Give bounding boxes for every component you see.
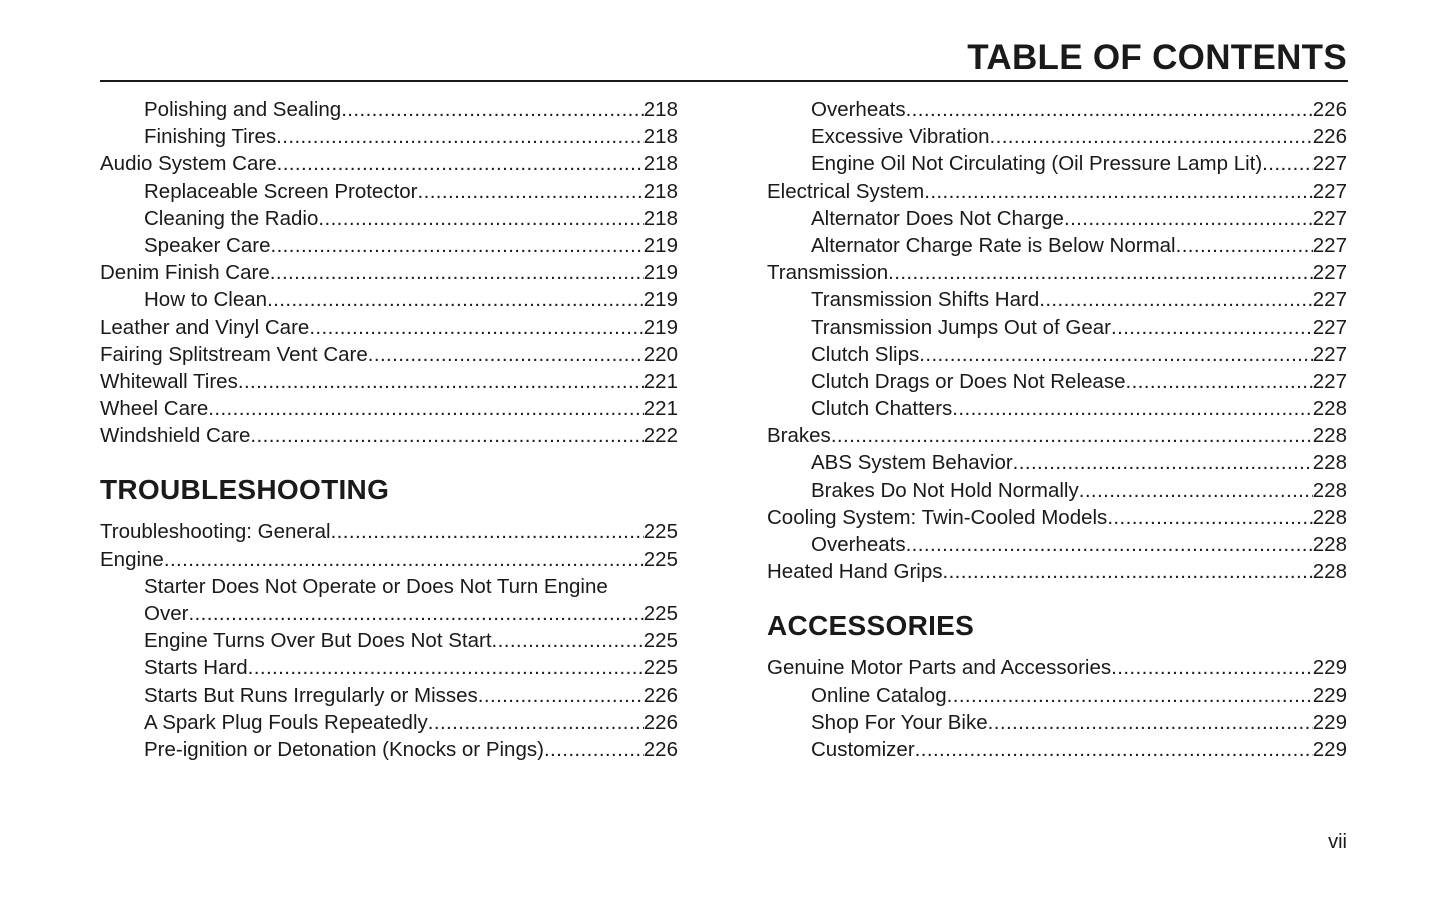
dot-leader [942,558,1312,585]
toc-entry-title: ABS System Behavior [811,451,1013,475]
toc-entry-page: 226 [1312,98,1347,121]
toc-entry[interactable] [767,314,1347,341]
toc-entry-page: 226 [1312,125,1347,149]
toc-entry-page: 225 [643,602,678,625]
toc-entry-title: Replaceable Screen Protector [144,179,418,203]
toc-entry[interactable] [100,422,678,449]
toc-entry-page: 218 [643,125,678,149]
toc-entry-title: Brakes Do Not Hold Normally [811,478,1079,502]
toc-entry-title: Online Catalog [811,683,947,707]
toc-entry[interactable] [767,654,1347,681]
toc-entry-page: 228 [1312,478,1347,502]
dot-leader [919,341,1313,368]
dot-leader [906,96,1313,123]
dot-leader [1064,205,1313,232]
toc-entry[interactable] [100,314,678,341]
toc-entry-title: Leather and Vinyl Care [100,315,310,339]
toc-entry[interactable] [767,682,1347,709]
toc-entry-title: Genuine Motor Parts and Accessories [767,656,1112,680]
toc-entry-title-continuation: Over [144,602,189,625]
toc-entry-title: Troubleshooting: General [100,520,331,544]
toc-entry[interactable] [100,395,678,422]
dot-leader [270,232,643,259]
dot-leader [1039,286,1313,313]
header-rule [100,80,1348,82]
toc-entry[interactable] [100,654,678,681]
toc-entry-title: Cleaning the Radio [144,206,319,230]
dot-leader [1262,150,1313,177]
toc-entry-title: Transmission Jumps Out of Gear [811,315,1112,339]
toc-entry-title: A Spark Plug Fouls Repeatedly [144,710,428,734]
toc-entry-title: Overheats [811,533,906,556]
toc-entry-page: 218 [643,206,678,230]
toc-entry-title: How to Clean [144,288,268,312]
dot-leader [915,736,1313,763]
toc-entry[interactable] [100,150,678,177]
dot-leader [309,314,643,341]
toc-entry-page: 227 [1312,261,1347,285]
dot-leader [270,259,644,286]
page-number: vii [1328,831,1347,853]
toc-right-column [767,96,1347,763]
toc-entry[interactable] [767,232,1347,259]
toc-entry-title: Audio System Care [100,152,277,176]
toc-entry-title: Wheel Care [100,397,209,421]
toc-entry-page: 228 [1312,505,1347,529]
toc-entry-page: 227 [1312,206,1347,230]
toc-entry-title: Clutch Slips [811,342,920,366]
toc-entry-title: Engine Oil Not Circulating (Oil Pressure Lamp Lit) [811,152,1263,176]
toc-entry-title: Transmission Shifts Hard [811,288,1040,312]
dot-leader [267,286,644,313]
toc-entry[interactable] [767,286,1347,313]
section-heading-accessories: ACCESSORIES [767,610,975,642]
toc-entry-page: 225 [643,547,678,571]
dot-leader [544,736,644,763]
toc-entry-page: 218 [643,152,678,176]
toc-entry-page: 227 [1312,179,1347,203]
toc-entry[interactable] [100,341,678,368]
toc-entry-page: 219 [643,315,678,339]
toc-entry[interactable] [100,627,678,654]
toc-entry-title: Windshield Care [100,424,251,448]
dot-leader [248,654,644,681]
toc-entry-title: Overheats [811,98,906,121]
toc-entry-title: Starts But Runs Irregularly or Misses [144,683,478,707]
toc-entry[interactable] [767,709,1347,736]
dot-leader [1125,368,1312,395]
toc-entry-page: 228 [1312,533,1347,556]
dot-leader [947,682,1313,709]
toc-entry[interactable] [100,259,678,286]
toc-entry[interactable] [767,123,1347,150]
dot-leader [164,546,644,573]
toc-entry-page: 219 [643,288,678,312]
toc-entry-title: Finishing Tires [144,125,277,149]
toc-entry-page: 227 [1312,233,1347,257]
toc-entry-title: Whitewall Tires [100,369,238,393]
toc-entry[interactable] [100,123,678,150]
toc-entry-title: Starts Hard [144,656,248,680]
toc-entry[interactable] [100,286,678,313]
toc-entry[interactable] [767,259,1347,286]
toc-entry[interactable] [100,205,678,232]
toc-entry-title[interactable]: Starter Does Not Operate or Does Not Turn Engine [144,574,608,598]
toc-entry[interactable] [767,736,1347,763]
toc-entry[interactable] [100,368,678,395]
dot-leader [1176,232,1313,259]
toc-entry[interactable] [767,422,1347,449]
toc-entry-page: 221 [643,397,678,421]
toc-entry[interactable] [100,546,678,573]
toc-entry-title: Cooling System: Twin-Cooled Models [767,505,1108,529]
toc-entry-title: Electrical System [767,179,925,203]
page-title: TABLE OF CONTENTS [967,38,1347,77]
toc-entry-title: Brakes [767,424,831,448]
toc-entry[interactable] [767,477,1347,504]
toc-entry-page: 226 [643,683,678,707]
toc-entry-page: 226 [643,710,678,734]
toc-entry[interactable] [767,531,1347,558]
toc-entry-title: Alternator Charge Rate is Below Normal [811,233,1176,257]
toc-entry-page: 228 [1312,424,1347,448]
toc-entry-page: 227 [1312,315,1347,339]
dot-leader [906,531,1313,558]
dot-leader [888,259,1313,286]
toc-entry[interactable] [100,600,678,627]
toc-entry-title: Excessive Vibration [811,125,990,149]
toc-entry-page: 225 [643,629,678,653]
toc-entry[interactable] [767,96,1347,123]
dot-leader [1111,314,1313,341]
toc-entry-page: 222 [643,424,678,448]
toc-entry[interactable] [767,395,1347,422]
toc-entry-title: Clutch Drags or Does Not Release [811,369,1126,393]
toc-entry-page: 228 [1312,397,1347,421]
toc-entry[interactable] [767,150,1347,177]
toc-entry-title: Shop For Your Bike [811,710,988,734]
dot-leader [341,96,644,123]
toc-entry[interactable] [767,449,1347,476]
dot-leader [990,123,1313,150]
dot-leader [1107,504,1312,531]
toc-entry-page: 229 [1312,710,1347,734]
toc-entry[interactable] [767,341,1347,368]
toc-entry-page: 218 [643,179,678,203]
toc-entry[interactable] [767,205,1347,232]
dot-leader [924,178,1313,205]
toc-entry-title: Engine Turns Over But Does Not Start [144,629,492,653]
dot-leader [250,422,643,449]
dot-leader [1013,449,1313,476]
toc-entry-title: Pre-ignition or Detonation (Knocks or Pings) [144,737,544,761]
toc-entry[interactable] [100,232,678,259]
toc-entry[interactable] [100,709,678,736]
toc-entry-page: 226 [643,737,678,761]
dot-leader [478,682,644,709]
dot-leader [188,600,643,627]
toc-entry-title: Alternator Does Not Charge [811,206,1064,230]
toc-entry-page: 225 [643,656,678,680]
toc-entry-page: 229 [1312,656,1347,680]
toc-entry-page: 228 [1312,560,1347,584]
toc-entry-title: Engine [100,547,164,571]
toc-entry-page: 221 [643,369,678,393]
toc-entry[interactable] [100,518,678,545]
toc-entry-page: 219 [643,261,678,285]
toc-entry-page: 218 [643,98,678,121]
dot-leader [208,395,644,422]
toc-entry-title: Speaker Care [144,233,271,257]
toc-entry[interactable] [767,504,1347,531]
dot-leader [952,395,1313,422]
dot-leader [988,709,1313,736]
dot-leader [492,627,644,654]
toc-entry[interactable] [767,558,1347,585]
toc-entry-title: Polishing and Sealing [144,98,342,121]
dot-leader [277,150,644,177]
toc-entry-page: 227 [1312,342,1347,366]
dot-leader [418,178,644,205]
toc-entry[interactable] [100,682,678,709]
toc-entry-title: Fairing Splitstream Vent Care [100,342,368,366]
toc-entry-page: 227 [1312,369,1347,393]
toc-entry-page: 227 [1312,152,1347,176]
dot-leader [368,341,644,368]
toc-entry[interactable] [100,178,678,205]
toc-entry-page: 229 [1312,683,1347,707]
dot-leader [331,518,644,545]
section-heading-troubleshooting: TROUBLESHOOTING [100,474,390,506]
toc-entry[interactable] [767,368,1347,395]
dot-leader [831,422,1313,449]
toc-entry[interactable] [100,96,678,123]
dot-leader [1079,477,1313,504]
toc-left-column [100,96,678,763]
toc-entry-page: 219 [643,233,678,257]
toc-entry-page: 227 [1312,288,1347,312]
toc-entry-title: Customizer [811,737,915,761]
toc-entry-title: Transmission [767,261,889,285]
toc-entry-page: 220 [643,342,678,366]
dot-leader [238,368,644,395]
toc-entry-page: 228 [1312,451,1347,475]
toc-entry-title: Clutch Chatters [811,397,953,421]
dot-leader [428,709,644,736]
toc-entry-title: Denim Finish Care [100,261,270,285]
toc-entry[interactable] [100,736,678,763]
toc-entry-title: Heated Hand Grips [767,560,943,584]
toc-entry-page: 225 [643,520,678,544]
dot-leader [1111,654,1313,681]
dot-leader [318,205,643,232]
dot-leader [276,123,644,150]
toc-entry-page: 229 [1312,737,1347,761]
toc-entry[interactable] [767,178,1347,205]
